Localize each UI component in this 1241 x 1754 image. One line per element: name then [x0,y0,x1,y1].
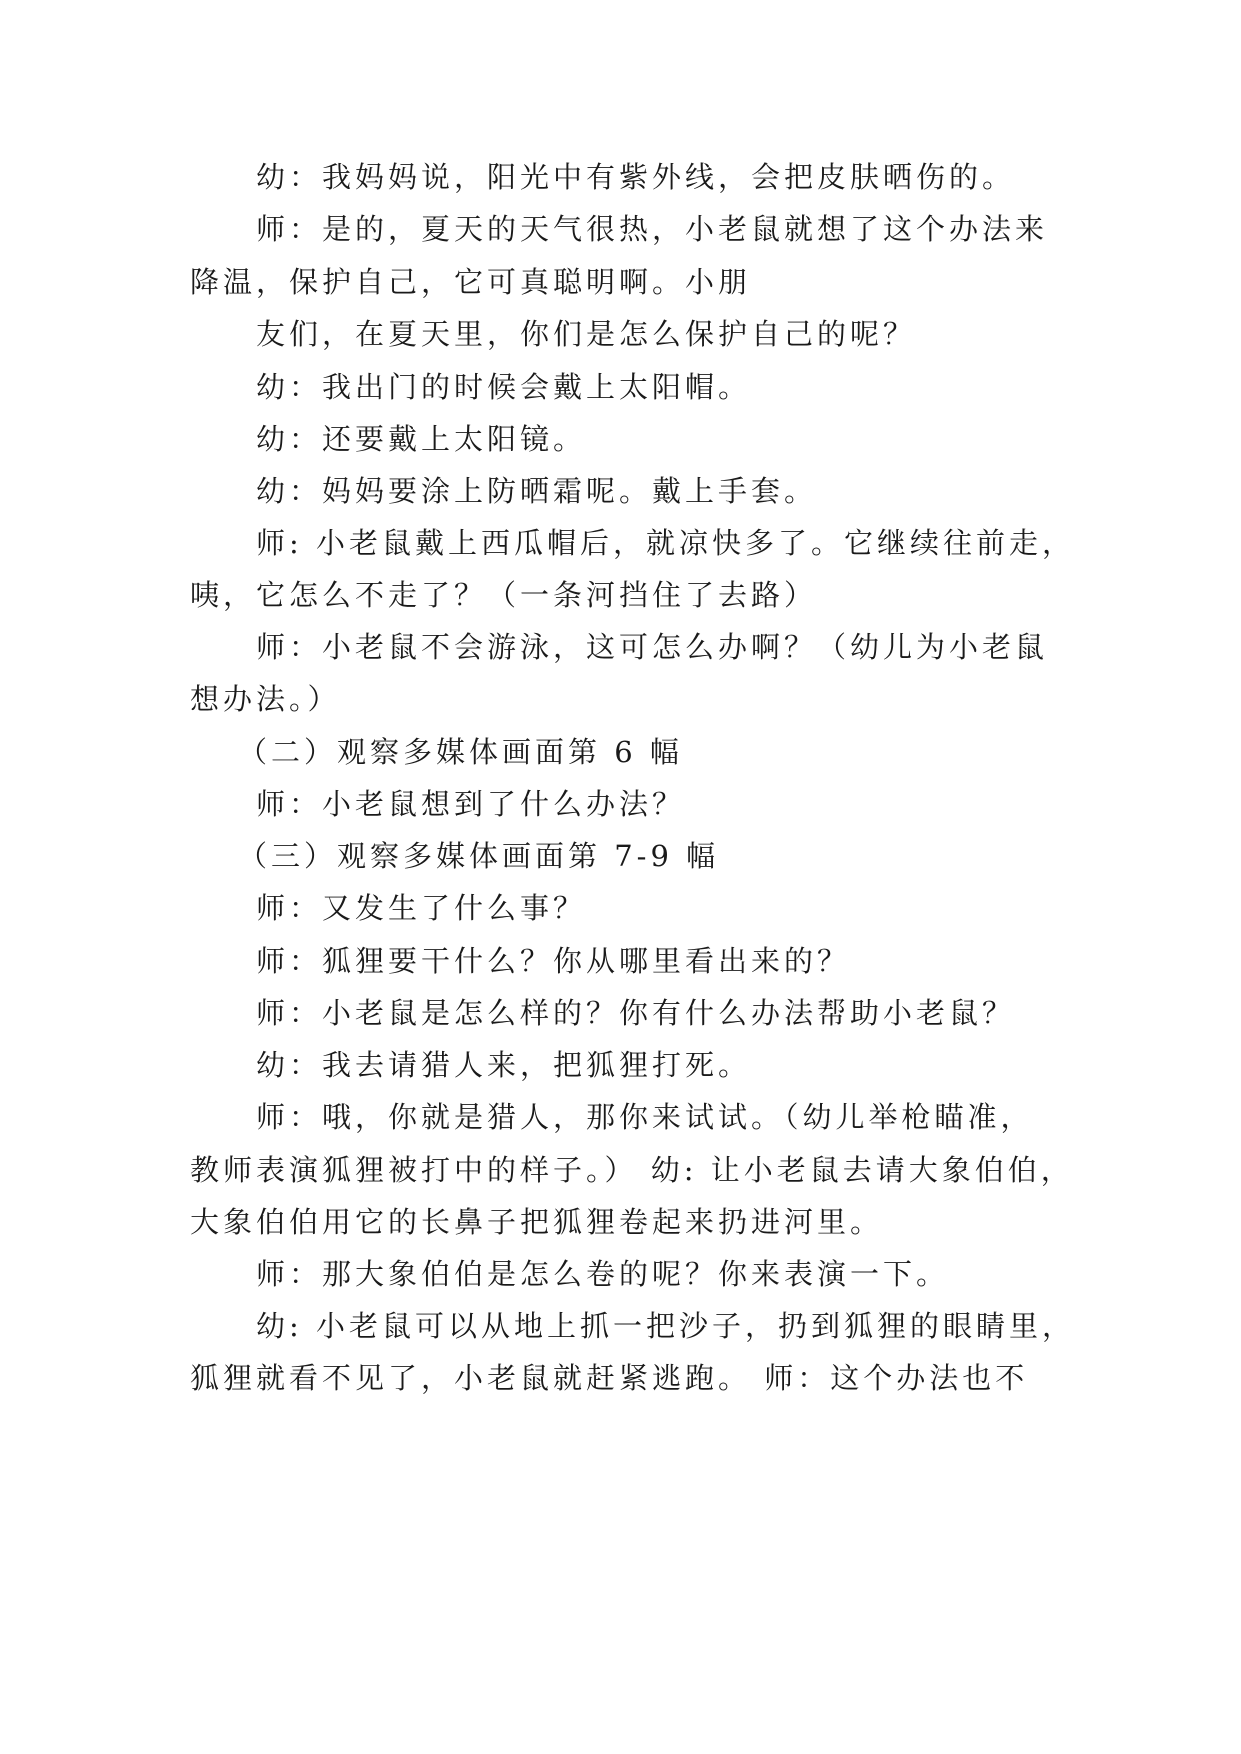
text-line: 咦，它怎么不走了？（一条河挡住了去路） [190,578,818,612]
text-line: 想办法。） [190,682,341,716]
text-line: 降温，保护自己，它可真聪明啊。小朋 [190,265,752,299]
text-line: 师：小老鼠不会游泳，这可怎么办啊？（幼儿为小老鼠 [256,630,1049,664]
section-heading: （二）观察多媒体画面第 6 幅 [238,735,683,769]
text-line: 教师表演狐狸被打中的样子。） 幼: 让小老鼠去请大象伯伯， [190,1153,1074,1187]
text-line: 师：那大象伯伯是怎么卷的呢？你来表演一下。 [256,1257,950,1291]
text-line: 幼：还要戴上太阳镜。 [256,422,587,456]
text-line: 师：又发生了什么事？ [256,891,587,925]
text-line: 大象伯伯用它的长鼻子把狐狸卷起来扔进河里。 [190,1205,884,1239]
section-heading: （三）观察多媒体画面第 7-9 幅 [238,839,720,873]
text-line: 师：小老鼠是怎么样的？你有什么办法帮助小老鼠？ [256,996,1016,1030]
text-line: 师：哦，你就是猎人，那你来试试。（幼儿举枪瞄准， [256,1100,1034,1134]
text-line: 师：是的，夏天的天气很热，小老鼠就想了这个办法来 [256,212,1049,246]
text-line: 幼：我去请猎人来，把狐狸打死。 [256,1048,752,1082]
text-line: 幼：我妈妈说，阳光中有紫外线，会把皮肤晒伤的。 [256,160,1016,194]
text-line: 幼: 小老鼠可以从地上抓一把沙子，扔到狐狸的眼睛里， [256,1309,1075,1343]
text-line: 幼：我出门的时候会戴上太阳帽。 [256,370,752,404]
text-line: 狐狸就看不见了，小老鼠就赶紧逃跑。 师：这个办法也不 [190,1361,1029,1395]
text-line: 师：小老鼠想到了什么办法？ [256,787,686,821]
text-line: 师: 小老鼠戴上西瓜帽后，就凉快多了。它继续往前走， [256,526,1075,560]
text-line: 友们，在夏天里，你们是怎么保护自己的呢？ [256,317,917,351]
text-line: 师：狐狸要干什么？你从哪里看出来的？ [256,944,851,978]
text-line: 幼：妈妈要涂上防晒霜呢。戴上手套。 [256,474,818,508]
